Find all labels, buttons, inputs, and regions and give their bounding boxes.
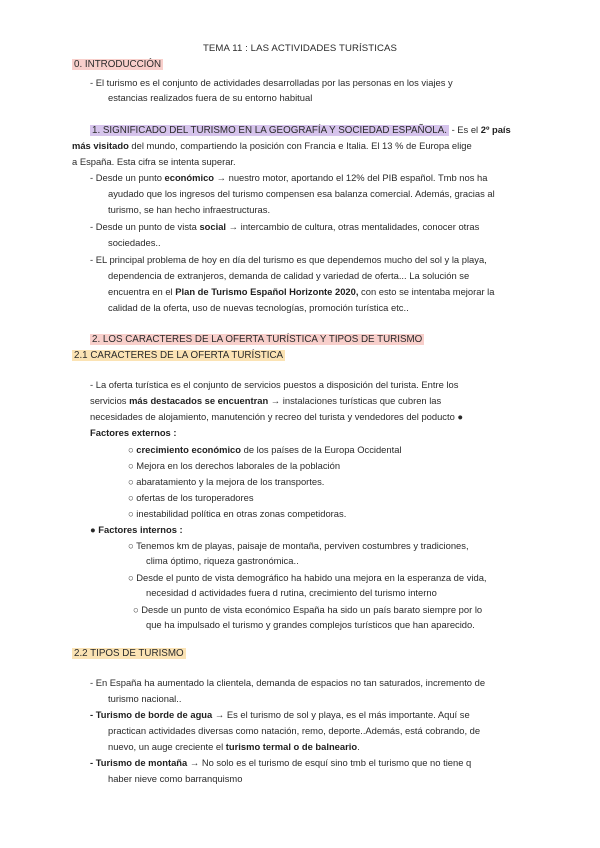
circle-bullet-icon: ○ [128,492,134,503]
montana-line-1: - Turismo de montaña → No solo es el turismo de esquí sino tmb el turismo que no tiene q [90,757,472,768]
social-line-2: sociedades.. [108,237,161,248]
interno-item-3-cont: que ha impulsado el turismo y grandes complejos turísticos que han aparecido. [146,619,475,630]
factores-internos-heading: ● Factores internos : [90,524,183,535]
borde-agua-line-1: - Turismo de borde de agua → Es el turismo de sol y playa, es el más importante. Aquí se [90,709,470,720]
economico-line-1: - Desde un punto económico → nuestro motor, aportando el 12% del PIB español. Tmb nos ha [90,172,488,183]
subheading-oferta: 2.1 CARACTERES DE LA OFERTA TURÍSTICA [74,350,284,361]
problema-line-3: encuentra en el Plan de Turismo Español Horizonte 2020, con esto se intentaba mejorar la [108,286,495,297]
tipos-line-2: turismo nacional.. [108,693,182,704]
problema-line-1: - EL principal problema de hoy en día del turismo es que dependemos mucho del sol y la playa, [90,254,487,265]
intro-line-2: estancias realizados fuera de su entorno habitual [108,92,313,103]
page-title: TEMA 11 : LAS ACTIVIDADES TURÍSTICAS [202,43,398,54]
problema-line-2: dependencia de extranjeros, demanda de calidad y variedad de oferta... La solución se [108,270,470,281]
circle-bullet-icon: ○ [128,540,134,551]
circle-bullet-icon: ○ [133,604,139,615]
subheading-tipos: 2.2 TIPOS DE TURISMO [74,648,184,659]
section-heading-caracteres: 2. LOS CARACTERES DE LA OFERTA TURÍSTICA Y TIPOS DE TURISMO [92,334,423,345]
problema-line-4: calidad de la oferta, uso de nuevas tecnologías, promoción turística etc.. [108,302,409,313]
circle-bullet-icon: ○ [128,476,134,487]
circle-bullet-icon: ○ [128,572,134,583]
oferta-line-2: servicios más destacados se encuentran → instalaciones turísticas que cubren las [90,395,442,406]
interno-item-2: ○ Desde el punto de vista demográfico ha habido una mejora en la esperanza de vida, [128,572,487,583]
economico-line-2: ayudado que los ingresos del turismo compensen esa balanza comercial. Además, gracias al [108,188,495,199]
circle-bullet-icon: ○ [128,508,134,519]
significado-line-2: más visitado del mundo, compartiendo la posición con Francia e Italia. El 13 % de Europa elige [72,140,472,151]
circle-bullet-icon: ○ [128,444,134,455]
oferta-line-1: - La oferta turística es el conjunto de servicios puestos a disposición del turista. Entre los [90,379,459,390]
dot-bullet-icon: ● [90,524,96,535]
borde-agua-line-3: nuevo, un auge creciente el turismo termal o de balneario. [108,741,360,752]
externo-item-3: ○ abaratamiento y la mejora de los transportes. [128,476,325,487]
intro-line-1: - El turismo es el conjunto de actividades desarrolladas por las personas en los viajes y [90,77,453,88]
externo-item-2: ○ Mejora en los derechos laborales de la población [128,460,341,471]
interno-item-1-cont: clima óptimo, riqueza gastronómica.. [146,555,299,566]
externo-item-5: ○ inestabilidad política en otras zonas competidoras. [128,508,347,519]
interno-item-2-cont: necesidad d actividades fuera d rutina, crecimiento del turismo interno [146,587,437,598]
section-heading-intro: 0. INTRODUCCIÓN [74,59,162,70]
interno-item-1: ○ Tenemos km de playas, paisaje de montaña, perviven costumbres y tradiciones, [128,540,469,551]
economico-line-3: turismo, se han hecho infraestructuras. [108,204,271,215]
montana-line-2: haber nieve como barranquismo [108,773,243,784]
tipos-line-1: - En España ha aumentado la clientela, demanda de espacios no tan saturados, incremento de [90,677,486,688]
externo-item-1: ○ crecimiento económico de los países de la Europa Occidental [128,444,402,455]
oferta-line-3: necesidades de alojamiento, manutención y recreo del turista y vendedores del poducto ● [90,411,464,422]
externo-item-4: ○ ofertas de los turoperadores [128,492,254,503]
significado-line-1: 1. SIGNIFICADO DEL TURISMO EN LA GEOGRAFÍA Y SOCIEDAD ESPAÑOLA. - Es el 2º país [92,124,511,136]
social-line-1: - Desde un punto de vista social → intercambio de cultura, otras mentalidades, conocer otras [90,221,480,232]
factores-externos-heading: Factores externos : [90,427,177,438]
interno-item-3: ○ Desde un punto de vista económico España ha sido un país barato siempre por lo [133,604,483,615]
section-heading-significado: 1. SIGNIFICADO DEL TURISMO EN LA GEOGRAFÍA Y SOCIEDAD ESPAÑOLA. [92,125,447,136]
significado-line-3: a España. Esta cifra se intenta superar. [72,156,236,167]
circle-bullet-icon: ○ [128,460,134,471]
borde-agua-line-2: practican actividades diversas como natación, remo, deporte..Además, está cobrando, de [108,725,481,736]
